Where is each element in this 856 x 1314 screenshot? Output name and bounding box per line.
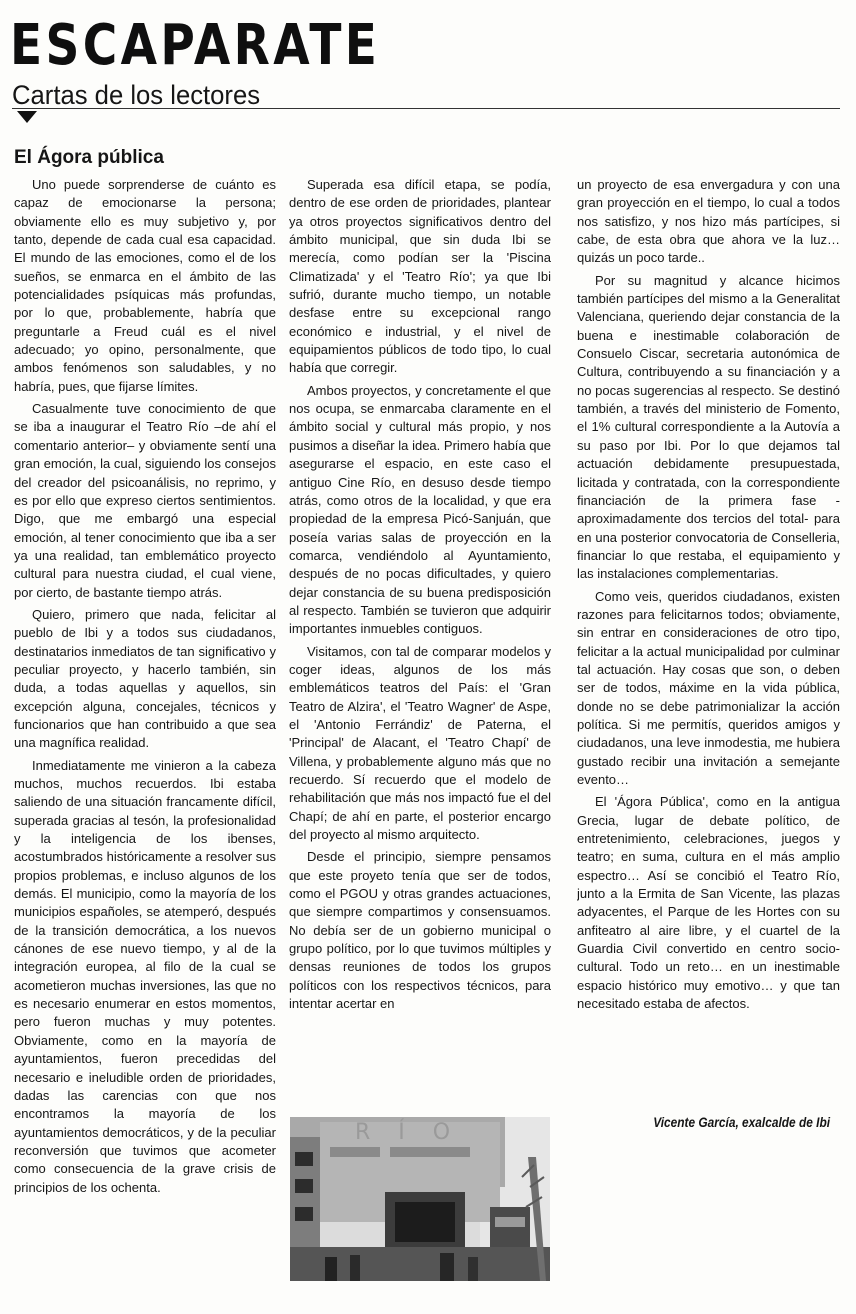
paragraph: Como veis, queridos ciudadanos, existen razones para felicitarnos todos; obviamente, sin entrar en consideraciones de otro tipo, felicitar a la actual municipalidad por culminar tal actuación. Hay cosas que son, o deben ser de todos, máxime en la vida pública, donde no se debe patrimonializar la acción política. Si me permitís, queridos amigos y ciudadanos, una leve inmodestia, me hubiera gustado recibir una invitación a semejante evento… (577, 588, 840, 787)
article-column-2 (289, 176, 551, 1111)
article-column-1 (14, 176, 276, 1308)
paragraph: Desde el principio, siempre pensamos que este proyeto tenía que ser de todos, como el PGOU y otras grandes actuaciones, que siempre compartimos y consensuamos. No debía ser de un gobierno municipal o grupo político, por lo que tuvimos múltiples y densas reuniones de todos los grupos políticos con los respectivos técnicos, para intentar acertar en (289, 849, 551, 1012)
triangle-marker-icon (17, 111, 37, 123)
paragraph: Quiero, primero que nada, felicitar al pueblo de Ibi y a todos sus ciudadanos, destinatarios inmediatos de tan significativo y peculiar proyecto, y hacerlo también, sin duda, a todas aquellas y aquellos, sin excepción alguna, concejales, técnicos y funcionarios que han contribuido a que sea una magnífica realidad. (14, 606, 276, 751)
paragraph: Uno puede sorprenderse de cuánto es capaz de emocionarse la persona; obviamente ello es muy subjetivo y, por tanto, depende de cada cual esa capacidad. El mundo de las emociones, como el de los sueños, se enmarca en el ámbito de las potencialidades psíquicas más profundas, por lo que, probablemente, habría que preguntarle a Freud cuál es el nivel adecuado; yo opino, personalmente, que ambos fenómenos son saludables, y no habría, pues, que fijarse límites. (14, 177, 276, 394)
paragraph: un proyecto de esa envergadura y con una gran proyección en el tiempo, lo cual a todos nos satisfizo, y nos hizo más partícipes, si cabe, de esta obra que ahora ve la luz… quizás un poco tarde.. (577, 177, 840, 266)
article-column-3 (577, 176, 840, 1111)
paragraph: Visitamos, con tal de comparar modelos y coger ideas, algunos de los más emblemáticos teatros del País: el 'Gran Teatro de Alzira', el 'Teatro Wagner' de Aspe, el 'Antonio Ferrándiz' de Paterna, el 'Principal' de Alacant, el 'Teatro Chapí' de Villena, y probablemente alguno más que no recuerdo. Sí recuerdo que el modelo de rehabilitación que más nos impactó fue el del Chapí; de ahí en parte, el posterior encargo del proyecto al mismo arquitecto. (289, 643, 551, 843)
paragraph: Por su magnitud y alcance hicimos también partícipes del mismo a la Generalitat Valenciana, queriendo dejar constancia de la buena e inestimable colaboración de Consuelo Ciscar, secretaria autonómica de Cultura, contribuyendo a su financiación y a no pocas sugerencias al respecto. Se destinó también, a través del ministerio de Fomento, el 1% cultural correspondiente a la Autovía a su paso por Ibi. Por lo que dejamos tal actuación debidamente presupuestada, licitada y contratada, con la correspondiente financiación de la primera fase -aproximadamente dos tercios del total- para en una posterior convocatoria de Conselleria, financiar lo que restaba, el equipamiento y las instalaciones complementarias. (577, 272, 840, 582)
author-signature: Vicente García, exalcalde de Ibi (653, 1114, 830, 1130)
paragraph: Casualmente tuve conocimiento de que se iba a inaugurar el Teatro Río –de ahí el comentario anterior– y obviamente sentí una gran emoción, la cual, siguiendo los consejos del creador del psicoanálisis, no reprimo, y es por ello que expreso ciertos sentimientos. Digo, que me embargó una especial emoción, al tener conocimiento que iba a ser ya una realidad, tan emblemático proyecto cultural para nuestra ciudad, el cual viene, por cierto, de bastante tiempo atrás. (14, 401, 276, 600)
header-rule (12, 108, 840, 109)
paragraph: Ambos proyectos, y concretamente el que nos ocupa, se enmarcaba claramente en el ámbito social y cultural más propio, y nos pusimos a diseñar la idea. Primero había que asegurarse el espacio, en este caso el antiguo Cine Río, en desuso desde tiempo atrás, como otros de la localidad, y que era propiedad de la empresa Picó-Sanjuán, que poseía varias salas de proyección en la comarca, vendiéndolo al Ayuntamiento, después de no pocas dificultades, y quiero dejar constancia de su buena predisposición al respecto. También se tuvieron que adquirir importantes inmuebles contiguos. (289, 382, 551, 637)
section-title: ESCAPARATE (10, 13, 381, 78)
theatre-sign-text: RÍO (355, 1120, 479, 1145)
paragraph: Superada esa difícil etapa, se podía, dentro de ese orden de prioridades, plantear ya otros proyectos significativos dentro del ámbito municipal, que sin duda Ibi se merecía, como podían ser la 'Piscina Climatizada' y el 'Teatro Río'; ya que Ibi sufrió, durante mucho tiempo, un notable desfase entre su excepcional rango económico e industrial, y el nivel de equipamientos públicos de todo tipo, lo cual había que corregir. (289, 177, 551, 376)
section-subtitle: Cartas de los lectores (12, 80, 261, 110)
paragraph: Inmediatamente me vinieron a la cabeza muchos, muchos recuerdos. Ibi estaba saliendo de una situación francamente difícil, superada gracias al tesón, la profesionalidad y la inteligencia de los ibenses, acostumbrados históricamente a resolver sus propios problemas, e incluso algunos de los demás. El municipio, como la mayoría de los municipios españoles, se atemperó, después de la transición democrática, a los nuevos cánones de ese nuevo tiempo, y al de la integración europea, al filo de la cual se acometieron muchas inversiones, las que no es necesario enumerar en estos momentos, pero fueron muchas y muy potentes. Obviamente, como en la mayoría de ayuntamientos, fueron precedidas del necesario e ineludible orden de prioridades, dadas las carencias con que nos encontramos la mayoría de los ayuntamientos democráticos, y de la peculiar reconversión que tuvimos que acometer como consecuencia de la grave crisis de principios de los ochenta. (14, 757, 276, 1195)
article-title: El Ágora pública (14, 147, 164, 168)
paragraph: El 'Ágora Pública', como en la antigua Grecia, lugar de debate político, de entretenimiento, celebraciones, juegos y teatro; en suma, cultura en el más amplio espectro… Así se concibió el Teatro Río, junto a la Ermita de San Vicente, las plazas adyacentes, el Parque de les Hortes con su anfiteatro al aire libre, y el cuartel de la Guardia Civil convertido en centro socio-cultural. Todo un reto… en un inestimable espacio histórico muy emotivo… y que tan necesitado estaba de afectos. (577, 794, 840, 1012)
